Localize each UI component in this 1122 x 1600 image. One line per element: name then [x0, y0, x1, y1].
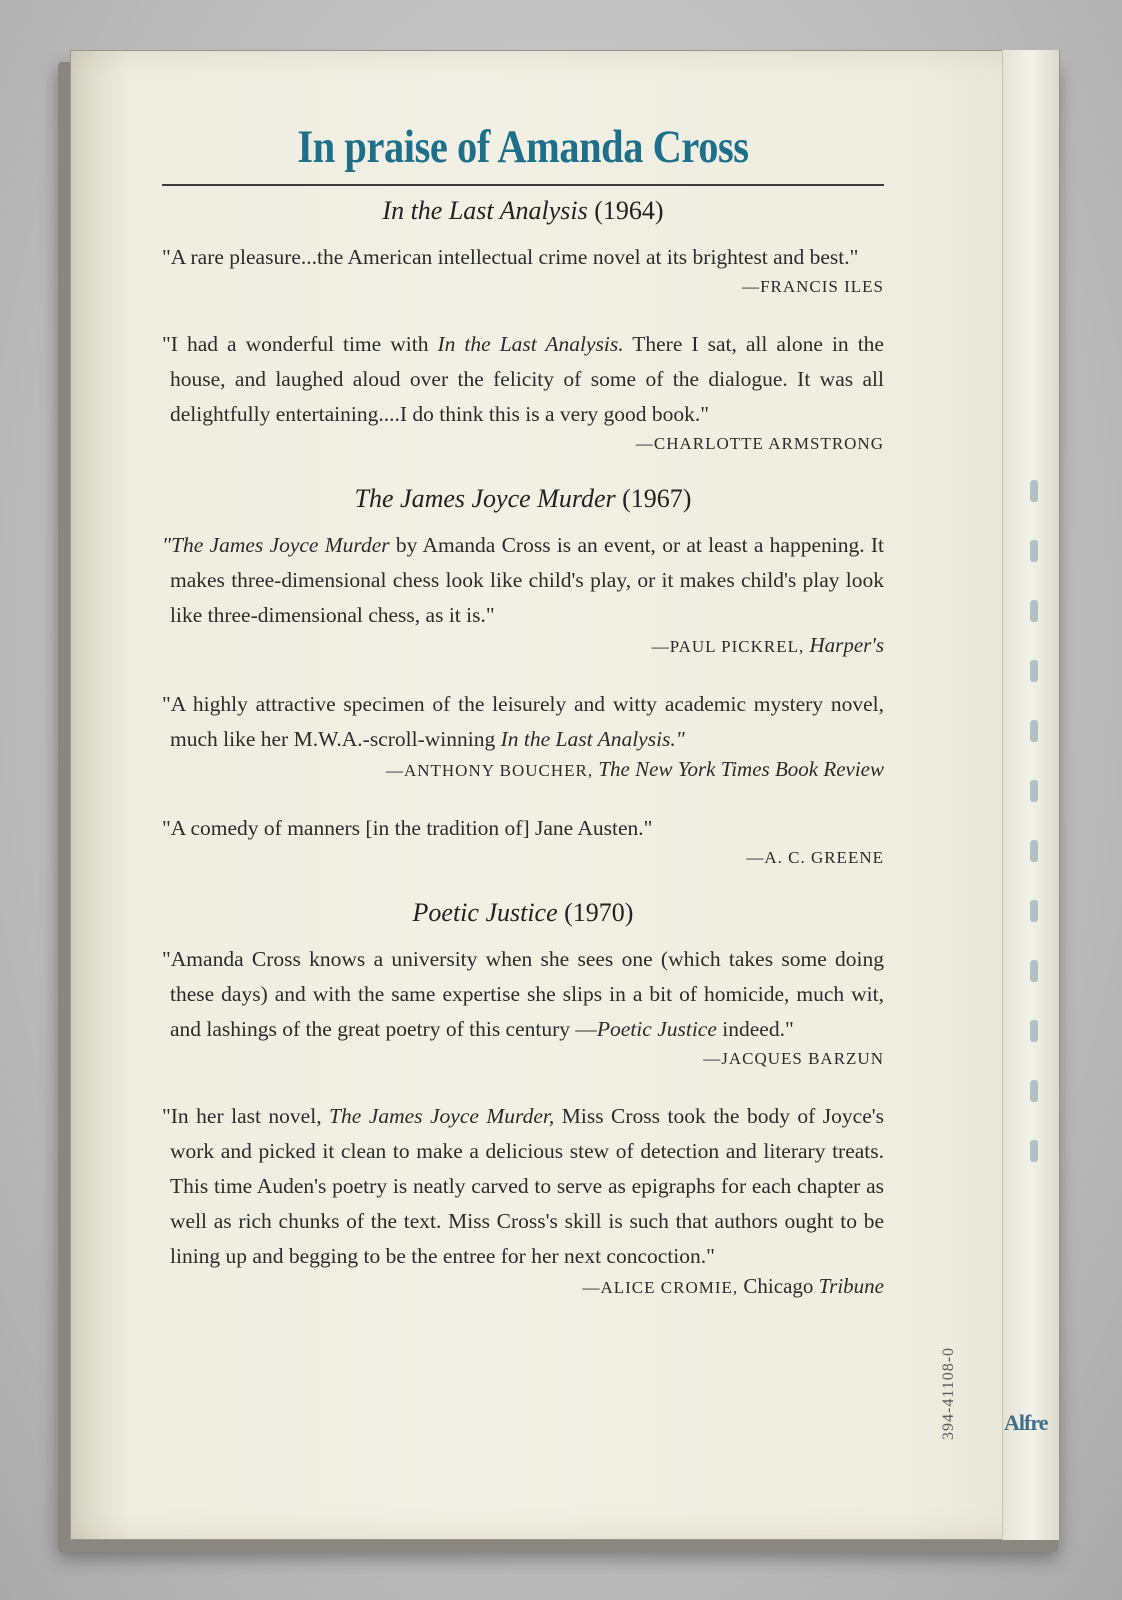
quote-text-part: by Amanda Cross is an event, or at least a happening. It makes three-dimensional chess look like child's play, or it makes child's play look like three-dimensional chess, as it is."	[170, 533, 884, 627]
book-heading	[162, 898, 884, 928]
spine-letter-mark	[1030, 660, 1038, 682]
book-heading	[162, 196, 884, 226]
review-quote	[162, 687, 884, 785]
quote-attribution: —JACQUES BARZUN	[703, 1049, 884, 1068]
quote-attribution: —FRANCIS ILES	[742, 277, 884, 296]
quote-text	[162, 528, 884, 633]
book-year: (1967)	[622, 484, 692, 513]
attribution-author: —ANTHONY BOUCHER,	[385, 761, 594, 780]
quote-text	[162, 942, 884, 1047]
quote-text: "A rare pleasure...the American intellectual crime novel at its brightest and best."	[162, 245, 859, 269]
quote-italic-title: Poetic Justice	[596, 1017, 717, 1041]
spine-lettering	[1028, 480, 1040, 1180]
quote-italic-title: In the Last Analysis.	[437, 332, 624, 356]
quote-text	[162, 327, 884, 432]
quote-italic-title: In the Last Analysis."	[500, 727, 685, 751]
quote-attribution: —A. C. GREENE	[746, 848, 884, 867]
quote-italic-title: The James Joyce Murder,	[329, 1104, 555, 1128]
quote-attribution	[162, 755, 884, 785]
isbn-number: 394-41108-0	[940, 1346, 957, 1440]
quote-text: "A comedy of manners [in the tradition of] Jane Austen."	[162, 816, 653, 840]
review-quote	[162, 327, 884, 458]
book-year: (1964)	[594, 196, 664, 225]
book-year: (1970)	[564, 898, 634, 927]
spine-letter-mark	[1030, 900, 1038, 922]
spine-letter-mark	[1030, 480, 1038, 502]
spine-letter-mark	[1030, 780, 1038, 802]
review-quote	[162, 528, 884, 661]
title-divider	[162, 184, 884, 186]
book-title: Poetic Justice	[412, 898, 558, 927]
attribution-publication: The New York Times Book Review	[598, 757, 884, 781]
quote-text-part: Miss Cross took the body of Joyce's work and picked it clean to make a delicious stew of detection and literary treats. This time Auden's poetry is neatly carved to serve as epigraphs for each chapter as well as rich chunks of the text. Miss Cross's skill is such that authors ought to be lining up and begging to be the entree for her next concoction."	[170, 1104, 885, 1268]
attribution-publication: Tribune	[818, 1274, 884, 1298]
spine-letter-mark	[1030, 1020, 1038, 1042]
quote-text-part: "In her last novel,	[162, 1104, 330, 1128]
quote-italic-title: "The James Joyce Murder	[162, 533, 390, 557]
spine-letter-mark	[1030, 1080, 1038, 1102]
attribution-author: —PAUL PICKREL,	[651, 637, 805, 656]
review-quote	[162, 811, 884, 872]
review-quote	[162, 942, 884, 1073]
spine-letter-mark	[1030, 600, 1038, 622]
attribution-author: —ALICE CROMIE,	[582, 1278, 739, 1297]
quote-attribution: —CHARLOTTE ARMSTRONG	[635, 434, 884, 453]
spine-letter-mark	[1030, 960, 1038, 982]
spine-letter-mark	[1030, 540, 1038, 562]
quote-text-part: indeed."	[716, 1017, 794, 1041]
spine-letter-mark	[1030, 1140, 1038, 1162]
review-quote	[162, 240, 884, 301]
review-quote	[162, 1099, 884, 1302]
spine-letter-mark	[1030, 840, 1038, 862]
spine-publisher-text: Alfre	[1004, 1410, 1048, 1435]
praise-content	[162, 120, 884, 1328]
quote-text-part: "Amanda Cross knows a university when she sees one (which takes some doing these days) and with the same expertise she slips in a bit of homicide, much wit, and lashings of the great poetry of this century —	[162, 947, 884, 1041]
quote-text-part: "A highly attractive specimen of the leisurely and witty academic mystery novel, much like her M.W.A.-scroll-winning	[162, 692, 884, 751]
attribution-publication-city: Chicago	[743, 1274, 814, 1298]
quote-attribution	[162, 1272, 884, 1302]
book-heading	[162, 484, 884, 514]
quote-attribution	[162, 631, 884, 661]
quote-text-part: There I sat, all alone in the house, and laughed aloud over the felicity of some of the dialogue. It was all delightfully entertaining....I do think this is a very good book."	[170, 332, 884, 426]
book-title: In the Last Analysis	[382, 196, 588, 225]
spine-letter-mark	[1030, 720, 1038, 742]
page-title: In praise of Amanda Cross	[297, 121, 749, 173]
book-title: The James Joyce Murder	[354, 484, 616, 513]
quote-text	[162, 687, 884, 757]
quote-text-part: "I had a wonderful time with	[162, 332, 438, 356]
attribution-publication: Harper's	[809, 633, 884, 657]
quote-text	[162, 1099, 884, 1274]
